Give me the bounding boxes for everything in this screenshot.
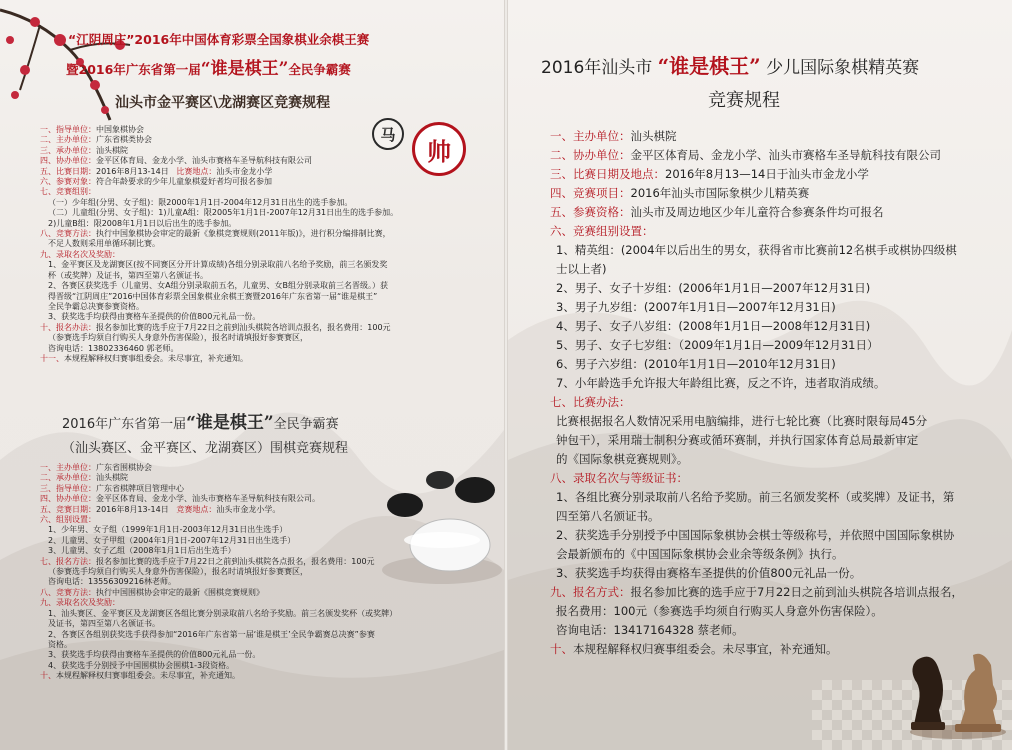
- chess-piece-shuai: 帅: [412, 122, 466, 176]
- left-title-line2-a: 暨2016年广东省第一届: [66, 62, 201, 77]
- left-section2: [40, 463, 397, 682]
- rsec-line: [550, 583, 963, 602]
- sec2-line: [40, 588, 397, 598]
- line-text: 金平区体育局、金龙小学、汕头市赛格车圣导航科技有限公司。: [96, 494, 320, 504]
- line-text: 汕头棋院: [630, 129, 677, 143]
- line-text: 资格。: [48, 639, 72, 649]
- rsec-line: [550, 393, 963, 412]
- line-text: 执行中国象棋协会审定的最新《象棋竞赛规则(2011年版)》，进行积分编排制比赛，: [96, 229, 391, 239]
- left-title-line3: 汕头市金平赛区\龙湖赛区竞赛规程: [115, 95, 331, 111]
- rsec-line: [550, 336, 963, 355]
- line-text: 咨询电话：13417164328 蔡老师。: [556, 623, 744, 637]
- go-title-line2: （汕头赛区、金平赛区、龙湖赛区）围棋竞赛规程: [62, 441, 349, 456]
- line-text: 全民争霸总决赛参赛资格。: [48, 301, 144, 311]
- line-text-2: 汕头市金龙小学: [216, 166, 273, 176]
- right-title-a: 2016年汕头市: [541, 58, 653, 78]
- line-text: 报名参加比赛的选手应于7月22日之前到汕头棋院各培训点报名，报名费用：100元: [96, 322, 391, 332]
- sec2-line: [40, 567, 397, 577]
- line-text: 咨询电话：13802336460 郭老师。: [48, 343, 179, 353]
- line-text-2: 汕头市金龙小学。: [216, 504, 281, 514]
- line-label: 四、协办单位：: [40, 156, 96, 166]
- line-label: 九、录取名次及奖励：: [40, 598, 120, 608]
- go-stones-image: [380, 450, 504, 590]
- sec1-line: [40, 292, 398, 302]
- sec1-line: [40, 135, 398, 145]
- line-text: 1、各组比赛分别录取前八名给予奖励。前三名颁发奖杯（或奖牌）及证书，第: [556, 490, 955, 504]
- line-text: 1、金平赛区及龙湖赛区(按不同赛区分开计算成绩)各组分别录取前八名给予奖励，前三名颁发奖: [48, 260, 388, 270]
- sec1-line: [40, 125, 398, 135]
- line-text: 2、获奖选手分别授予中国国际象棋协会棋士等级称号，并依照中国国际象棋协: [556, 528, 955, 542]
- line-text: 4、男子、女子八岁组：(2008年1月1日—2008年12月31日): [556, 319, 871, 333]
- sec1-line: [40, 333, 398, 343]
- line-label: 六、参赛对象：: [40, 177, 96, 187]
- line-label: 四、协办单位：: [40, 494, 96, 504]
- rsec-line: [550, 241, 963, 260]
- line-text: 本规程解释权归赛事组委会。未尽事宜，补充通知。: [573, 642, 838, 656]
- line-text: 3、获奖选手均获得由赛格车圣提供的价值800元礼品一份。: [48, 650, 261, 660]
- line-text: 2)儿童B组：限2008年1月1日以后出生的选手参加。: [48, 218, 237, 228]
- line-label: 九、报名方式：: [550, 585, 631, 599]
- sec2-line: [40, 546, 397, 556]
- sec1-line: [40, 271, 398, 281]
- sec2-line: [40, 577, 397, 587]
- line-text: 3、儿童男、女子乙组（2008年1月1日后出生选手）: [48, 546, 236, 556]
- sec2-line: [40, 640, 397, 650]
- line-text: 1、汕头赛区、金平赛区及龙湖赛区各组比赛分别录取前八名给予奖励。前三名颁发奖杯（或奖牌）: [48, 608, 398, 618]
- line-text: 汕头棋院: [96, 473, 128, 483]
- line-text: 广东省棋类协会: [96, 135, 152, 145]
- rsec-line: [550, 526, 963, 545]
- sec2-line: [40, 463, 397, 473]
- line-label-2: 竞赛地点：: [176, 504, 217, 514]
- line-text: 3、获奖选手均获得由赛格车圣提供的价值800元礼品一份。: [556, 566, 862, 580]
- sec1-line: [40, 208, 398, 218]
- line-label: 五、参赛资格：: [550, 205, 631, 219]
- sec2-line: [40, 650, 397, 660]
- go-title-a: 2016年广东省第一届: [62, 417, 187, 432]
- line-text: （二）儿童组(分男、女子组)：1)儿童A组：限2005年1月1日-2007年12月31日出生的选手参加。: [48, 208, 399, 218]
- rsec-line: [550, 602, 963, 621]
- line-text: 3、男子九岁组：(2007年1月1日—2007年12月31日): [556, 300, 836, 314]
- rsec-line: [550, 469, 963, 488]
- line-label: 八、竞赛方法：: [40, 229, 96, 239]
- line-label: 五、比赛日期：: [40, 166, 96, 176]
- line-text: 会最新颁布的《中国国际象棋协会业余等级条例》执行。: [556, 547, 844, 561]
- right-title: [541, 50, 919, 79]
- sec1-line: [40, 198, 398, 208]
- line-label: 三、承办单位：: [40, 145, 96, 155]
- right-section-lines: [550, 127, 963, 659]
- sec1-line: [40, 146, 398, 156]
- line-text: 比赛根据报名人数情况采用电脑编排，进行七轮比赛（比赛时限每局45分: [556, 414, 928, 428]
- rsec-line: [550, 127, 963, 146]
- sec2-line: [40, 557, 397, 567]
- line-label: 七、竞赛组别：: [40, 187, 96, 197]
- sec1-line: [40, 250, 398, 260]
- line-text: 士以上者): [556, 262, 607, 276]
- line-text: 咨询电话：13556309216林老师。: [48, 577, 176, 587]
- left-title-line2-c: 全民争霸赛: [288, 62, 351, 77]
- line-label: 八、竞赛方法：: [40, 587, 96, 597]
- line-label-2: 比赛地点：: [176, 166, 217, 176]
- sec2-line: [40, 536, 397, 546]
- rsec-line: [550, 165, 963, 184]
- line-label: 五、竞赛日期：: [40, 504, 96, 514]
- line-text: （参赛选手均须自行购买人身意外伤害保险），报名时请填报好参赛赛区，: [48, 567, 308, 577]
- line-text: 执行中国围棋协会审定的最新《围棋竞赛规则》: [96, 587, 264, 597]
- line-text: 2016年8月13—14日于汕头市金龙小学: [665, 167, 869, 181]
- sec1-line: [40, 302, 398, 312]
- sec1-line: [40, 156, 398, 166]
- right-title-b: “谁是棋王”: [657, 54, 761, 78]
- line-label: 九、录取名次及奖励：: [40, 249, 120, 259]
- rsec-line: [550, 184, 963, 203]
- line-text: 金平区体育局、金龙小学、汕头市赛格车圣导航科技有限公司: [630, 148, 941, 162]
- line-text: 3、获奖选手均获得由赛格车圣提供的价值800元礼品一份。: [48, 312, 261, 322]
- line-text: 2、各赛区获奖选手（儿童男、女A组分别录取前五名，儿童男、女B组分别录取前三名晋级。）获: [48, 281, 389, 291]
- rsec-line: [550, 146, 963, 165]
- left-page: [0, 0, 504, 750]
- sec2-line: [40, 505, 397, 515]
- rsec-line: [550, 640, 963, 659]
- line-label: 八、录取名次与等级证书：: [550, 471, 688, 485]
- line-text: （一）少年组(分男、女子组)：限2000年1月1日-2004年12月31日出生的选手参加。: [48, 197, 353, 207]
- left-section1: [40, 125, 398, 364]
- line-label: 六、组别设置：: [40, 515, 96, 525]
- line-text: 报名参加比赛的选手应于7月22日之前到汕头棋院各培训点报名，: [630, 585, 963, 599]
- rsec-line: [550, 507, 963, 526]
- sec2-line: [40, 619, 397, 629]
- line-label: 七、报名方法：: [40, 556, 96, 566]
- line-label: 十一、: [40, 353, 64, 363]
- sec1-line: [40, 229, 398, 239]
- line-label: 二、主办单位：: [40, 135, 96, 145]
- line-text: 1、精英组：(2004年以后出生的男女，获得省市比赛前12名棋手或棋协四级棋: [556, 243, 957, 257]
- rsec-line: [550, 450, 963, 469]
- sec1-line: [40, 344, 398, 354]
- sec1-line: [40, 323, 398, 333]
- sec1-line: [40, 312, 398, 322]
- rsec-line: [550, 260, 963, 279]
- line-text: 5、男子、女子七岁组：（2009年1月1日—2009年12月31日）: [556, 338, 879, 352]
- line-text: 及证书，第四至第八名颁证书。: [48, 619, 160, 629]
- sec2-line: [40, 630, 397, 640]
- line-text: 2、男子、女子十岁组：(2006年1月1日—2007年12月31日): [556, 281, 871, 295]
- rsec-line: [550, 222, 963, 241]
- line-text: 杯（或奖牌）及证书，第四至第八名颁证书。: [48, 270, 208, 280]
- line-text: 不足人数则采用单循环制比赛。: [48, 239, 160, 249]
- sec1-line: [40, 260, 398, 270]
- rsec-line: [550, 545, 963, 564]
- sec2-line: [40, 671, 397, 681]
- line-text: 本规程解释权归赛事组委会。未尽事宜，补充通知。: [64, 353, 248, 363]
- sec1-line: [40, 239, 398, 249]
- rsec-line: [550, 298, 963, 317]
- sec2-line: [40, 473, 397, 483]
- rsec-line: [550, 488, 963, 507]
- line-text: 2016年汕头市国际象棋少儿精英赛: [630, 186, 810, 200]
- line-text: 2、儿童男、女子甲组（2004年1月1日-2007年12月31日出生选手）: [48, 535, 296, 545]
- line-label: 十、: [550, 642, 573, 656]
- sec2-line: [40, 494, 397, 504]
- line-label: 四、竞赛项目：: [550, 186, 631, 200]
- go-title-line1: [62, 408, 339, 433]
- line-text: 4、获奖选手分别授予中国围棋协会围棋1-3段资格。: [48, 660, 235, 670]
- rsec-line: [550, 564, 963, 583]
- sec2-line: [40, 515, 397, 525]
- line-text: 广东省围棋协会: [96, 463, 152, 472]
- line-label: 一、指导单位：: [40, 125, 96, 134]
- rsec-line: [550, 279, 963, 298]
- line-text: 7、小年龄选手允许报大年龄组比赛，反之不许，违者取消成绩。: [556, 376, 886, 390]
- right-subtitle: 竞赛规程: [708, 90, 780, 111]
- line-text: 中国象棋协会: [96, 125, 144, 134]
- left-title-line1: “江阴周庄”2016年中国体育彩票全国象棋业余棋王赛: [68, 32, 370, 47]
- line-text: （参赛选手均须自行购买人身意外伤害保险），报名时请填报好参赛赛区，: [48, 333, 308, 343]
- sec2-line: [40, 525, 397, 535]
- sec1-line: [40, 219, 398, 229]
- chess-piece-ma: 马: [372, 118, 404, 150]
- right-page: [508, 0, 1012, 750]
- go-title-b: “谁是棋王”: [186, 413, 274, 433]
- left-section2-lines: [40, 463, 397, 682]
- line-label: 一、主办单位：: [40, 463, 96, 472]
- line-text: 2016年8月13-14日: [96, 166, 169, 176]
- line-label: 一、主办单位：: [550, 129, 631, 143]
- line-text: 广东省棋牌项目管理中心: [96, 483, 184, 493]
- line-label: 十、: [40, 671, 56, 681]
- line-text: 本规程解释权归赛事组委会。未尽事宜，补充通知。: [56, 671, 240, 681]
- sec2-line: [40, 661, 397, 671]
- line-text: 汕头市及周边地区少年儿童符合参赛条件均可报名: [630, 205, 884, 219]
- line-text: 符合年龄要求的少年儿童象棋爱好者均可报名参加: [96, 177, 272, 187]
- right-title-c: 少儿国际象棋精英赛: [766, 58, 920, 78]
- line-label: 三、指导单位：: [40, 483, 96, 493]
- sec2-line: [40, 598, 397, 608]
- line-text: 汕头棋院: [96, 145, 128, 155]
- left-title-line2: [66, 54, 351, 79]
- line-label: 七、比赛办法：: [550, 395, 631, 409]
- line-text: 6、男子六岁组：(2010年1月1日—2010年12月31日): [556, 357, 836, 371]
- left-section1-lines: [40, 125, 398, 364]
- sec1-line: [40, 354, 398, 364]
- line-label: 二、协办单位：: [550, 148, 631, 162]
- rsec-line: [550, 431, 963, 450]
- rsec-line: [550, 412, 963, 431]
- rsec-line: [550, 621, 963, 640]
- line-text: 1、少年男、女子组（1999年1月1日-2003年12月31日出生选手）: [48, 525, 288, 535]
- line-label: 二、承办单位：: [40, 473, 96, 483]
- line-text: 四至第八名颁证书。: [556, 509, 660, 523]
- line-text: 2、各赛区各组别获奖选手获得参加“2016年广东省第一届‘谁是棋王’全民争霸赛总决赛”参赛: [48, 629, 375, 639]
- go-title-c: 全民争霸赛: [273, 417, 339, 432]
- line-text: 钟包干），采用瑞士制积分赛或循环赛制，并执行国家体育总局最新审定: [556, 433, 919, 447]
- rsec-line: [550, 317, 963, 336]
- rsec-line: [550, 203, 963, 222]
- sec2-line: [40, 484, 397, 494]
- line-text: 得晋级“江阴周庄”2016中国体育彩票全国象棋业余棋王赛暨2016年广东省第一届“谁是棋王”: [48, 291, 378, 301]
- sec1-line: [40, 177, 398, 187]
- line-text: 金平区体育局、金龙小学、汕头市赛格车圣导航科技有限公司: [96, 156, 312, 166]
- line-text: 报名参加比赛的选手应于7月22日之前到汕头棋院各点报名，报名费用：100元: [96, 556, 375, 566]
- right-section: [550, 127, 963, 659]
- line-label: 十、报名办法：: [40, 322, 96, 332]
- sec1-line: [40, 281, 398, 291]
- rsec-line: [550, 355, 963, 374]
- sec1-line: [40, 187, 398, 197]
- line-text: 报名费用：100元（参赛选手均须自行购买人身意外伤害保险）。: [556, 604, 883, 618]
- rsec-line: [550, 374, 963, 393]
- left-title-line2-b: “谁是棋王”: [200, 59, 289, 79]
- sec2-line: [40, 609, 397, 619]
- sec1-line: [40, 167, 398, 177]
- line-label: 三、比赛日期及地点：: [550, 167, 665, 181]
- line-text: 2016年8月13-14日: [96, 504, 169, 514]
- line-text: 的《国际象棋竞赛规则》。: [556, 452, 689, 466]
- line-label: 六、竞赛组别设置：: [550, 224, 654, 238]
